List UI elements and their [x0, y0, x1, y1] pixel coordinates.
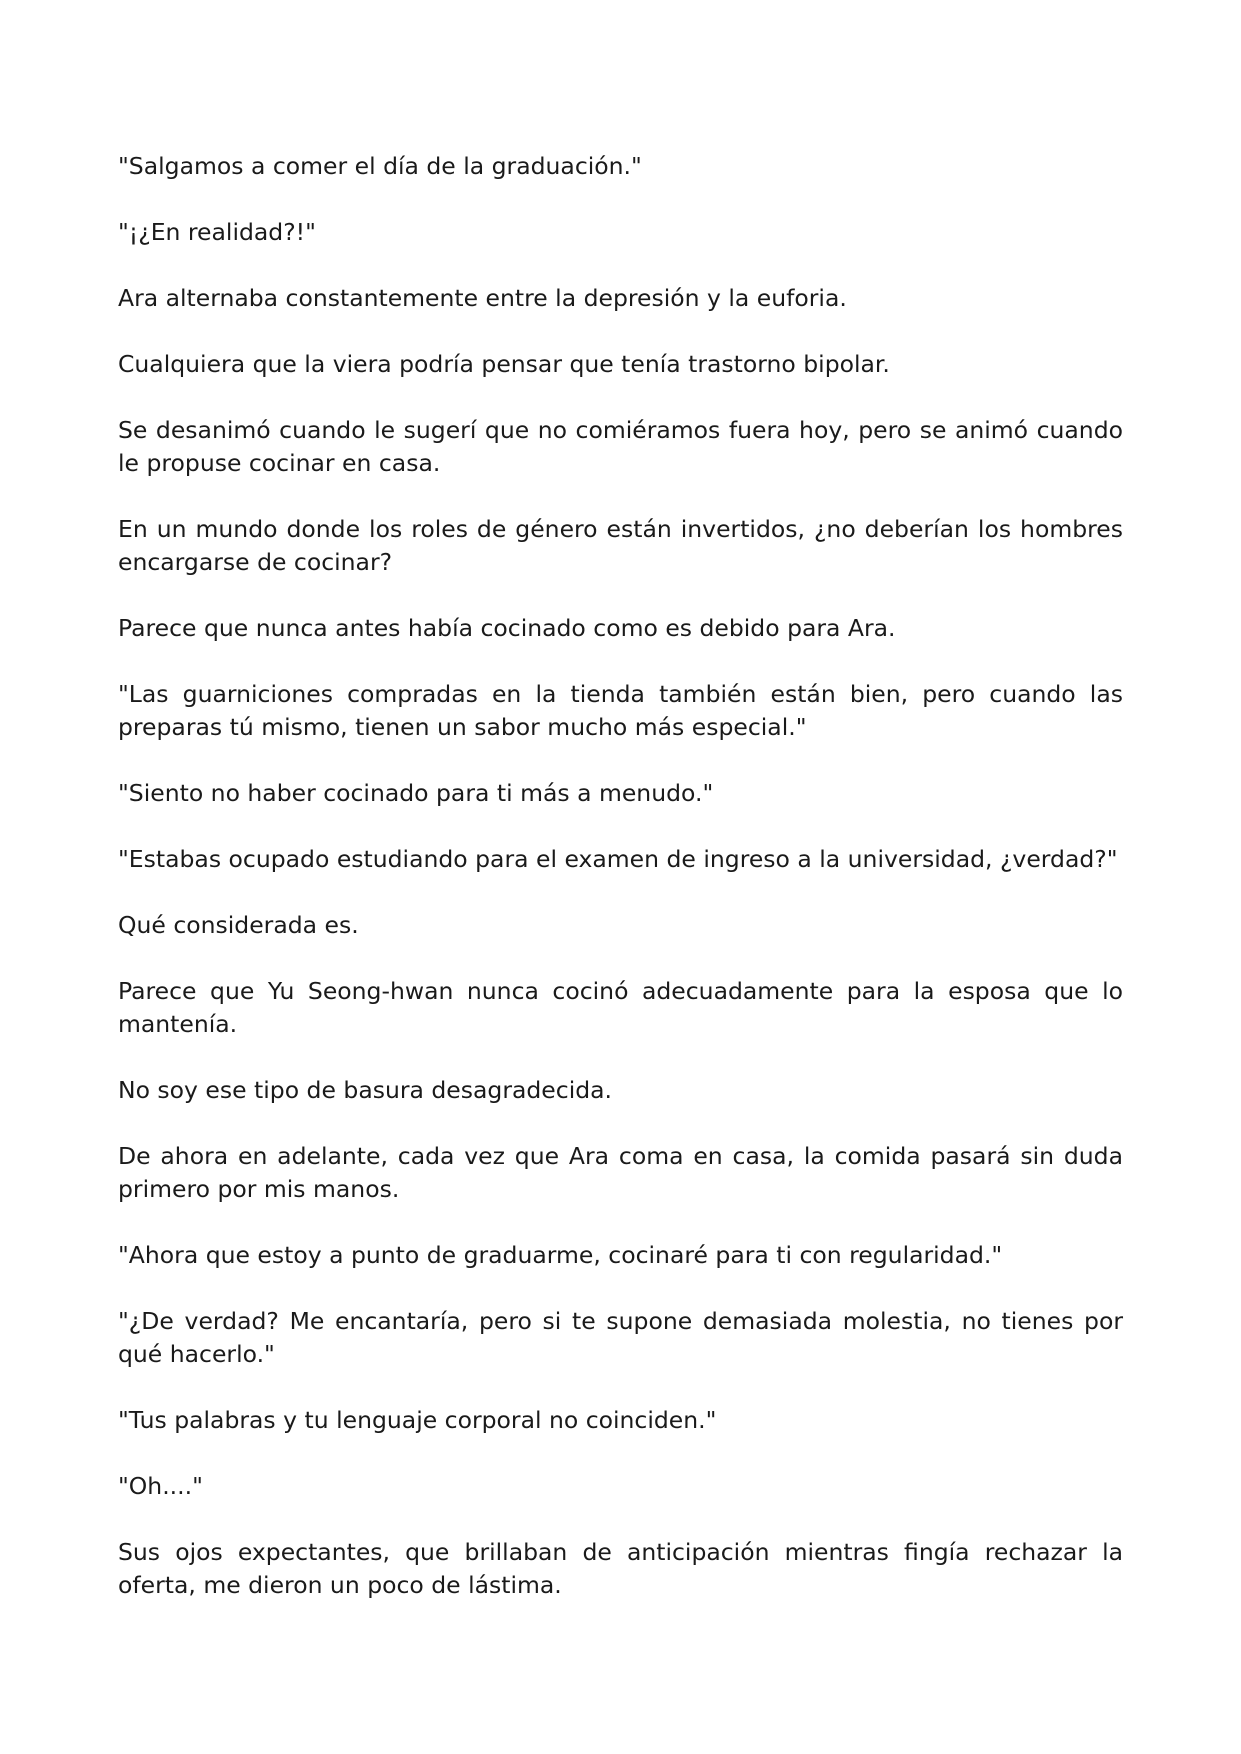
paragraph: Ara alternaba constantemente entre la depresión y la euforia. [118, 284, 847, 312]
paragraph: "Siento no haber cocinado para ti más a menudo." [118, 779, 714, 807]
paragraph: "Las guarniciones compradas en la tienda también están bien, pero cuando las preparas tú mismo, tienen un sabor mucho más especial." [118, 680, 1123, 741]
paragraph: "Oh...." [118, 1472, 203, 1500]
paragraph: Sus ojos expectantes, que brillaban de anticipación mientras fingía rechazar la oferta, me dieron un poco de lástima. [118, 1538, 1123, 1599]
paragraph: En un mundo donde los roles de género están invertidos, ¿no deberían los hombres encargarse de cocinar? [118, 515, 1123, 576]
paragraph: No soy ese tipo de basura desagradecida. [118, 1076, 613, 1104]
paragraph: Cualquiera que la viera podría pensar que tenía trastorno bipolar. [118, 350, 890, 378]
paragraph: "Salgamos a comer el día de la graduación." [118, 152, 642, 180]
paragraph: Parece que nunca antes había cocinado como es debido para Ara. [118, 614, 896, 642]
paragraph: Se desanimó cuando le sugerí que no comiéramos fuera hoy, pero se animó cuando le propuse cocinar en casa. [118, 416, 1123, 477]
paragraph: "Tus palabras y tu lenguaje corporal no coinciden." [118, 1406, 717, 1434]
paragraph: "¿De verdad? Me encantaría, pero si te supone demasiada molestia, no tienes por qué hacerlo." [118, 1307, 1123, 1368]
paragraph: "Estabas ocupado estudiando para el examen de ingreso a la universidad, ¿verdad?" [118, 845, 1118, 873]
body-text [118, 150, 1123, 1635]
paragraph: Qué considerada es. [118, 911, 359, 939]
paragraph: "¡¿En realidad?!" [118, 218, 316, 246]
paragraph: De ahora en adelante, cada vez que Ara coma en casa, la comida pasará sin duda primero por mis manos. [118, 1142, 1123, 1203]
paragraph: Parece que Yu Seong-hwan nunca cocinó adecuadamente para la esposa que lo mantenía. [118, 977, 1123, 1038]
paragraph: "Ahora que estoy a punto de graduarme, cocinaré para ti con regularidad." [118, 1241, 1003, 1269]
